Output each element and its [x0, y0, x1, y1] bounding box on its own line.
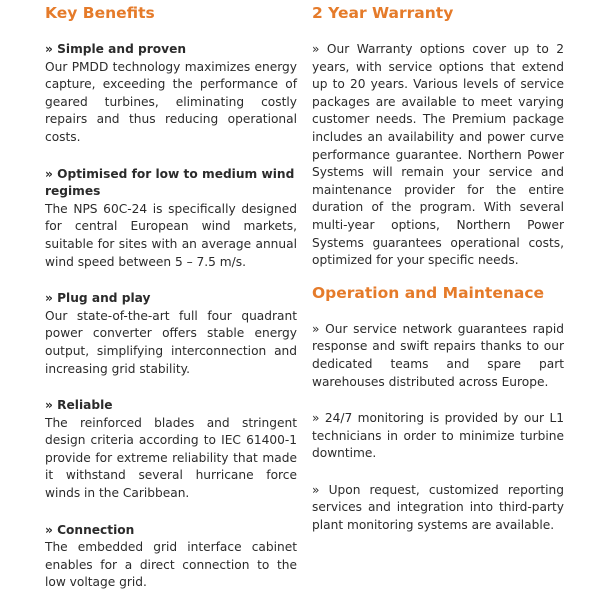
- benefit-title: » Optimised for low to medium wind regimes: [45, 166, 295, 199]
- warranty-text: » Our Warranty options cover up to 2 years, with service options that extend up to 20 years. Various levels of service packages are available to meet varying customer needs. The Premium package includes an availability and power curve performance guarantee. Northern Power Systems will remain your service and maintenance provider for the entire duration of the program. With several multi-year options, Northern Power Systems guarantees operational costs, optimized for your specific needs.: [312, 42, 564, 268]
- benefit-text: The reinforced blades and stringent design criteria according to IEC 61400-1 provide for extreme reliability that made it withstand several hurricane force winds in the Caribbean.: [45, 415, 297, 501]
- benefit-title: » Simple and proven: [45, 42, 187, 56]
- benefit-connection: [45, 522, 297, 592]
- benefit-title: » Connection: [45, 522, 135, 537]
- operation-maintenance-heading: Operation and Maintenace: [312, 283, 545, 302]
- key-benefits-column: [45, 0, 297, 592]
- benefit-text: Our PMDD technology maximizes energy capture, exceeding the performance of geared turbines, eliminating costly repairs and thus reducing operational costs.: [45, 59, 297, 144]
- om-item-service-network: » Our service network guarantees rapid response and swift repairs thanks to our dedicated teams and spare part warehouses distributed across Europe.: [312, 321, 564, 389]
- om-item-reporting: » Upon request, customized reporting services and integration into third-party plant monitoring systems are available.: [312, 482, 564, 533]
- warranty-service-column: [312, 0, 564, 535]
- om-item-monitoring: » 24/7 monitoring is provided by our L1 technicians in order to minimize turbine downtime.: [312, 411, 564, 461]
- benefit-text: Our state-of-the-art full four quadrant power converter offers stable energy output, simplifying interconnection and increasing grid stability.: [45, 308, 297, 376]
- benefit-title: » Plug and play: [45, 291, 151, 306]
- benefit-plug-and-play: [45, 290, 297, 378]
- benefit-low-medium-wind: [45, 166, 297, 272]
- benefit-reliable: [45, 397, 297, 503]
- benefit-title: » Reliable: [45, 398, 113, 413]
- benefit-simple-proven: [45, 41, 297, 147]
- benefit-text: The NPS 60C-24 is specifically designed for central European wind markets, suitable for sites with an average annual wind speed between 5 – 7.5 m/s.: [45, 201, 297, 269]
- key-benefits-heading: Key Benefits: [45, 4, 155, 22]
- warranty-heading: 2 Year Warranty: [312, 4, 454, 22]
- benefit-text: The embedded grid interface cabinet enables for a direct connection to the low voltage grid.: [45, 540, 297, 590]
